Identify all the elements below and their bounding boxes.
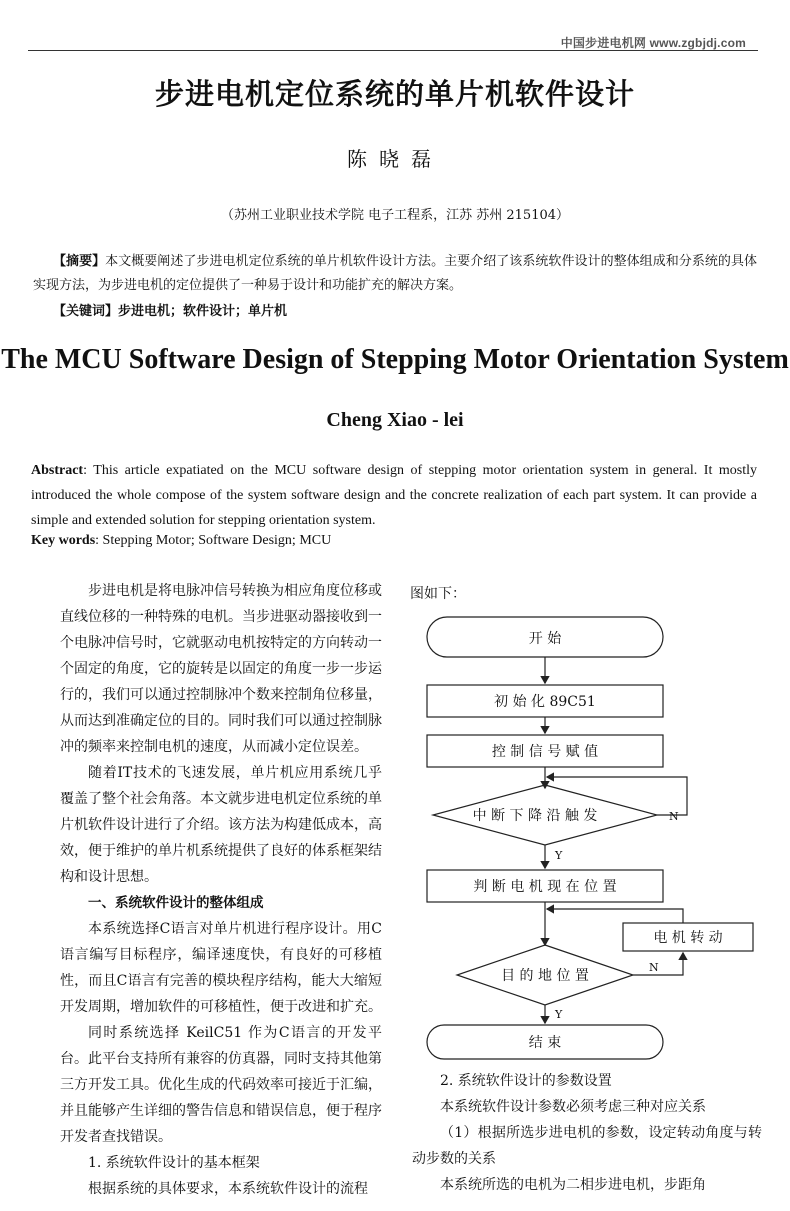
flow-start-label: 开 始 xyxy=(528,631,562,647)
flow-init-label: 初 始 化 89C51 xyxy=(494,694,596,710)
subsection-heading: 1. 系统软件设计的基本框架 xyxy=(88,1155,260,1171)
keywords-en-label: Key words xyxy=(31,533,96,548)
body-paragraph: 本系统选择C语言对单片机进行程序设计。用C语言编写目标程序，编译速度快，有良好的可移植性，而且C语言有完善的模块程序结构，能大大缩短开发周期，增加软件的可移植性，便于改进和扩充。 xyxy=(60,921,382,1015)
flow-target-yes-label: Y xyxy=(555,1008,563,1021)
keywords-cn-text: 步进电机；软件设计；单片机 xyxy=(118,304,288,319)
flow-interrupt-label: 中 断 下 降 沿 触 发 xyxy=(472,808,598,824)
flow-motor-label: 电 机 转 动 xyxy=(653,930,723,946)
section-heading: 一、系统软件设计的整体组成 xyxy=(88,895,264,911)
right-column xyxy=(412,1068,762,1198)
author-chinese: 陈晓磊 xyxy=(347,147,443,171)
body-paragraph: 根据系统的具体要求，本系统软件设计的流程 xyxy=(88,1181,368,1197)
figure-intro: 图如下： xyxy=(410,586,466,602)
header-rule xyxy=(28,50,758,51)
body-paragraph: 本系统所选的电机为二相步进电机，步距角 xyxy=(440,1177,706,1193)
abstract-cn-text: 本文概要阐述了步进电机定位系统的单片机软件设计方法。主要介绍了该系统软件设计的整体组成和分系统的具体实现方法，为步进电机的定位提供了一种易于设计和功能扩充的解决方案。 xyxy=(33,254,757,293)
keywords-english xyxy=(31,533,331,549)
body-paragraph: 步进电机是将电脉冲信号转换为相应角度位移或直线位移的一种特殊的电机。当步进驱动器接收到一个电脉冲信号时，它就驱动电机按特定的方向转动一个固定的角度，它的旋转是以固定的角度一步一步运行的，我们可以通过控制脉冲个数来控制角位移量，从而达到准确定位的目的。同时我们可以通过控制脉冲的频率来控制电机的速度，从而减小定位误差。 xyxy=(60,583,382,755)
abstract-chinese xyxy=(33,250,757,298)
abstract-en-label: Abstract xyxy=(31,463,84,478)
flowchart xyxy=(415,605,765,1065)
title-chinese: 步进电机定位系统的单片机软件设计 xyxy=(154,77,635,111)
keywords-cn-label: 【关键词】 xyxy=(53,304,119,319)
body-paragraph: 同时系统选择 KeilC51 作为C语言的开发平台。此平台支持所有兼容的仿真器，同时支持其他第三方开发工具。优化生成的代码效率可接近于汇编，并且能够产生详细的警告信息和错误信息，便于程序开发者查找错误。 xyxy=(60,1025,382,1145)
body-paragraph: 本系统软件设计参数必须考虑三种对应关系 xyxy=(440,1099,706,1115)
abstract-cn-label: 【摘要】 xyxy=(53,254,106,269)
keywords-chinese xyxy=(53,300,287,319)
keywords-en-text: : Stepping Motor; Software Design; MCU xyxy=(95,533,332,548)
subsection-heading: 2. 系统软件设计的参数设置 xyxy=(440,1073,612,1089)
abstract-english xyxy=(31,458,757,533)
flow-target-no-label: N xyxy=(649,961,659,974)
body-paragraph: （1）根据所选步进电机的参数，设定转动角度与转动步数的关系 xyxy=(412,1125,762,1167)
abstract-en-text: : This article expatiated on the MCU software design of stepping motor orientation system in general. It mostly introduced the whole compose of the system software design and the concrete realization of each part system. It can provide a simple and extended solution for stepping orientation system. xyxy=(31,463,757,528)
flow-ctrl-label: 控 制 信 号 赋 值 xyxy=(491,744,599,760)
flow-interrupt-no-label: N xyxy=(669,810,679,823)
flow-end-label: 结 束 xyxy=(528,1035,562,1051)
flow-judge-label: 判 断 电 机 现 在 位 置 xyxy=(473,879,617,895)
body-paragraph: 随着IT技术的飞速发展，单片机应用系统几乎覆盖了整个社会角落。本文就步进电机定位系统的单片机软件设计进行了介绍。该方法为构建低成本，高效，便于维护的单片机系统提供了良好的体系框架结构和设计思想。 xyxy=(60,765,382,885)
left-column xyxy=(60,578,382,1202)
title-english: The MCU Software Design of Stepping Motor Orientation System xyxy=(1,344,789,375)
author-english: Cheng Xiao - lei xyxy=(326,409,464,431)
affiliation-chinese: （苏州工业职业技术学院 电子工程系，江苏 苏州 215104） xyxy=(220,208,570,223)
flow-interrupt-yes-label: Y xyxy=(555,849,563,862)
flow-target-label: 目 的 地 位 置 xyxy=(501,968,589,984)
site-watermark: 中国步进电机网 www.zgbjdj.com xyxy=(560,36,746,50)
